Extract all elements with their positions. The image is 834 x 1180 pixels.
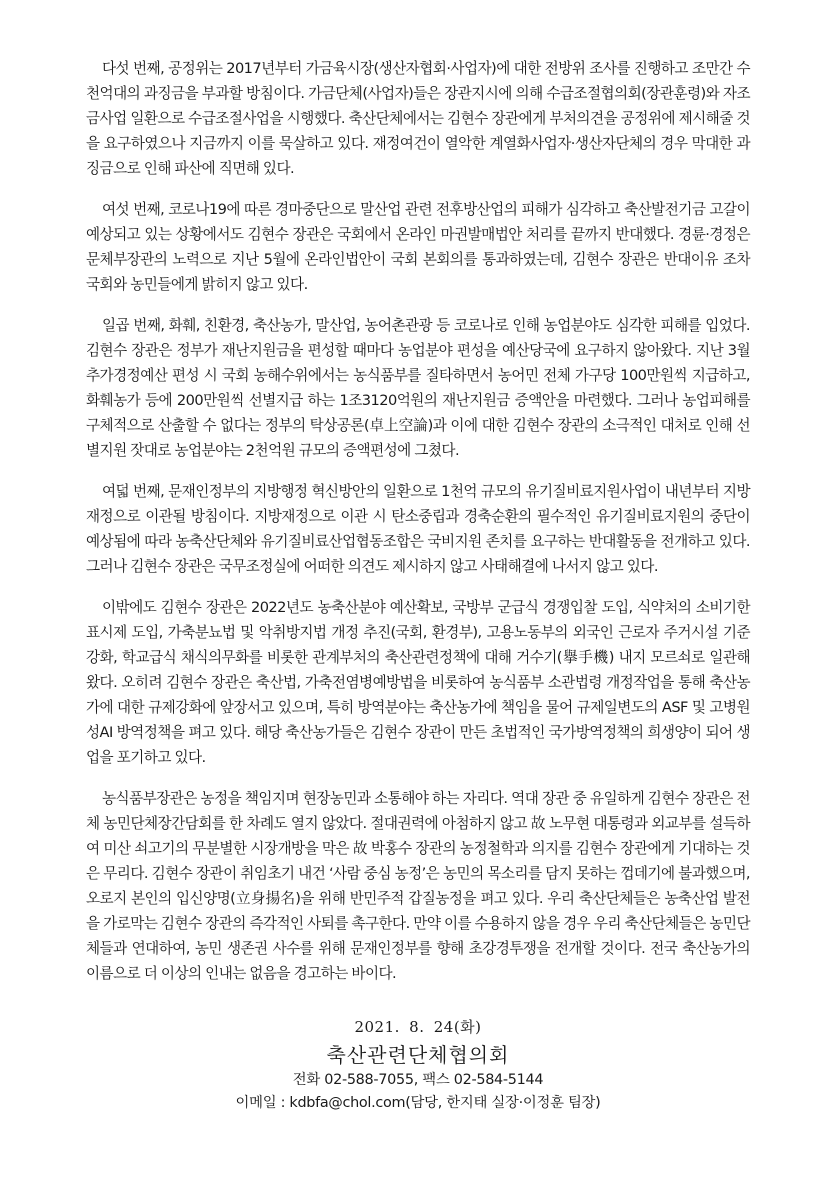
contact-phone-fax: 전화 02-588-7055, 팩스 02-584-5144 (292, 1072, 544, 1088)
document-body (86, 56, 750, 1002)
paragraph-seventh: 일곱 번째, 화훼, 친환경, 축산농가, 말산업, 농어촌관광 등 코로나로 인해 농업분야도 심각한 피해를 입었다. 김현수 장관은 정부가 재난지원금을 편성할 때마다 농업분야 편성을 예산당국에 요구하지 않아왔다. 지난 3월 추가경정예산 편성 시 국회 농해수위에서는 농식품부를 질타하면서 농어민 전체 가구당 100만원씩 지급하고, 화훼농가 등에 200만원씩 선별지급 하는 1조3120억원의 재난지원금 증액안을 마련했다. 그러나 농업피해를 구체적으로 산출할 수 없다는 정부의 탁상공론(卓上空論)과 이에 대한 김현수 장관의 소극적인 대처로 인해 선별지원 잣대로 농업분야는 2천억원 규모의 증액편성에 그쳤다. (86, 317, 750, 459)
paragraph-fifth: 다섯 번째, 공정위는 2017년부터 가금육시장(생산자협회·사업자)에 대한 전방위 조사를 진행하고 조만간 수천억대의 과징금을 부과할 방침이다. 가금단체(사업자)들은 장관지시에 의해 수급조절협의회(장관훈령)와 자조금사업 일환으로 수급조절사업을 시행했다. 축산단체에서는 김현수 장관에게 부처의견을 공정위에 제시해줄 것을 요구하였으나 지금까지 이를 묵살하고 있다. 재정여건이 열악한 계열화사업자·생산자단체의 경우 막대한 과징금으로 인해 파산에 직면해 있다. (86, 60, 750, 177)
paragraph-eighth: 여덟 번째, 문재인정부의 지방행정 혁신방안의 일환으로 1천억 규모의 유기질비료지원사업이 내년부터 지방재정으로 이관될 방침이다. 지방재정으로 이관 시 탄소중립과 경축순환의 필수적인 유기질비료지원의 중단이 예상됨에 따라 농축산단체와 유기질비료산업협동조합은 국비지원 존치를 요구하는 반대활동을 전개하고 있다. 그러나 김현수 장관은 국무조정실에 어떠한 의견도 제시하지 않고 사태해결에 나서지 않고 있다. (86, 483, 750, 575)
signature-block (86, 1015, 750, 1115)
paragraph-sixth: 여섯 번째, 코로나19에 따른 경마중단으로 말산업 관련 전후방산업의 피해가 심각하고 축산발전기금 고갈이 예상되고 있는 상황에서도 김현수 장관은 국회에서 온라인 마권발매법안 처리를 끝까지 반대했다. 경륜·경정은 문체부장관의 노력으로 지난 5월에 온라인법안이 국회 본회의를 통과하였는데, 김현수 장관은 반대이유 조차 국회와 농민들에게 밝히지 않고 있다. (86, 201, 750, 293)
paragraph-conclusion: 농식품부장관은 농정을 책임지며 현장농민과 소통해야 하는 자리다. 역대 장관 중 유일하게 김현수 장관은 전체 농민단체장간담회를 한 차례도 열지 않았다. 절대권력에 아첨하지 않고 故 노무현 대통령과 외교부를 설득하여 미산 쇠고기의 무분별한 시장개방을 막은 故 박홍수 장관의 농정철학과 의지를 김현수 장관에게 기대하는 것은 무리다. 김현수 장관이 취임초기 내건 ‘사람 중심 농정’은 농민의 목소리를 담지 못하는 껍데기에 불과했으며, 오로지 본인의 입신양명(立身揚名)을 위해 반민주적 갑질농정을 펴고 있다. 우리 축산단체들은 농축산업 발전을 가로막는 김현수 장관의 즉각적인 사퇴를 촉구한다. 만약 이를 수용하지 않을 경우 우리 축산단체들은 농민단체들과 연대하여, 농민 생존권 사수를 위해 문재인정부를 향해 초강경투쟁을 전개할 것이다. 전국 축산농가의 이름으로 더 이상의 인내는 없음을 경고하는 바이다. (86, 790, 750, 982)
paragraph-others: 이밖에도 김현수 장관은 2022년도 농축산분야 예산확보, 국방부 군급식 경쟁입찰 도입, 식약처의 소비기한표시제 도입, 가축분뇨법 및 악취방지법 개정 추진(국회, 환경부), 고용노동부의 외국인 근로자 주거시설 기준 강화, 학교급식 채식의무화를 비롯한 관계부처의 축산관련정책에 대해 거수기(擧手機) 내지 모르쇠로 일관해 왔다. 오히려 김현수 장관은 축산법, 가축전염병예방법을 비롯하여 농식품부 소관법령 개정작업을 통해 축산농가에 대한 규제강화에 앞장서고 있으며, 특히 방역분야는 축산농가에 책임을 물어 규제일변도의 ASF 및 고병원성AI 방역정책을 펴고 있다. 해당 축산농가들은 김현수 장관이 만든 초법적인 국가방역정책의 희생양이 되어 생업을 포기하고 있다. (86, 599, 750, 766)
issue-date: 2021. 8. 24(화) (354, 1018, 482, 1036)
organization-name: 축산관련단체협의회 (326, 1043, 510, 1067)
contact-email: 이메일 : kdbfa@chol.com(담당, 한지태 실장·이정훈 팀장) (235, 1095, 601, 1111)
